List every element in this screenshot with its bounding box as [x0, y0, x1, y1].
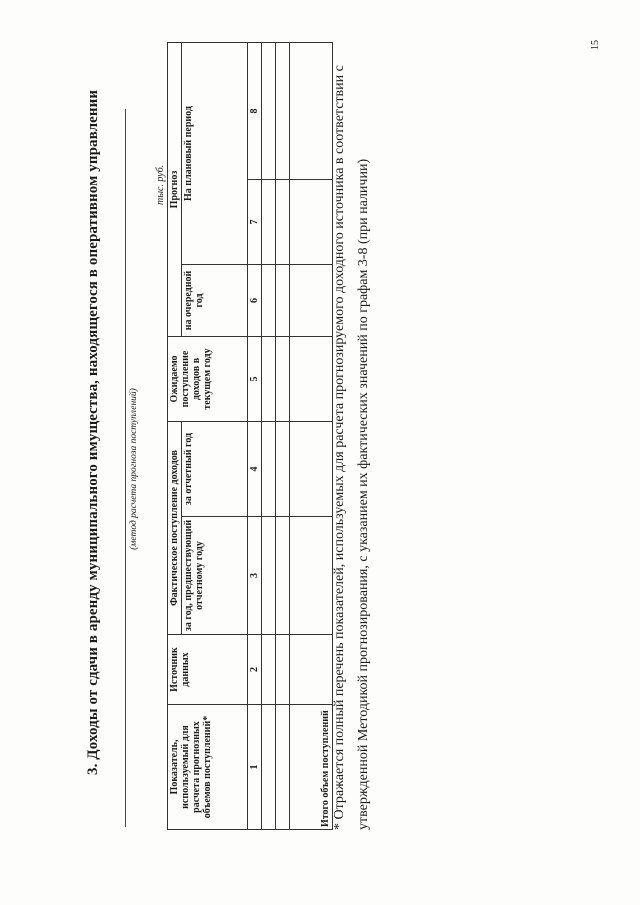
table-cell	[262, 265, 276, 337]
column-number: 5	[248, 337, 262, 422]
table-cell	[276, 42, 290, 179]
table-cell	[276, 180, 290, 265]
column-number: 3	[248, 517, 262, 635]
page-number: 15	[590, 40, 601, 50]
header-actual-group: Фактическое поступление доходов	[168, 422, 182, 635]
column-number: 8	[248, 42, 262, 179]
table-cell	[262, 705, 276, 830]
column-number: 4	[248, 422, 262, 517]
header-actual-prev: за год, предшествующий отчетному году	[182, 517, 248, 635]
revenue-forecast-table	[167, 42, 333, 830]
total-label: Итого объем поступлений	[290, 705, 333, 830]
table-cell	[262, 517, 276, 635]
table-cell	[262, 42, 276, 179]
table-cell	[262, 422, 276, 517]
header-actual-report: за отчетный год	[182, 422, 248, 517]
table-cell	[290, 337, 333, 422]
table-cell	[276, 422, 290, 517]
table-header-row	[168, 42, 182, 829]
section-heading: 3. Доходы от сдачи в аренду муниципального имущества, находящегося в оперативном управлении	[85, 89, 101, 775]
unit-label: тыс. руб.	[155, 164, 166, 205]
table-cell	[262, 635, 276, 705]
table-cell	[290, 635, 333, 705]
column-number-row	[248, 42, 262, 829]
header-next-year: на очередной год	[182, 265, 248, 337]
table-cell	[290, 517, 333, 635]
method-caption: (метод расчета прогноза поступлений)	[129, 388, 139, 550]
table-cell	[290, 180, 333, 265]
table-cell	[290, 265, 333, 337]
column-number: 6	[248, 265, 262, 337]
table-cell	[262, 337, 276, 422]
table-row	[262, 42, 276, 829]
table-cell	[276, 705, 290, 830]
header-planning-period: На плановый период	[182, 42, 248, 264]
table-cell	[276, 265, 290, 337]
table-cell	[276, 635, 290, 705]
header-expected: Ожидаемо поступление доходов в текущем году	[168, 337, 248, 422]
table-cell	[290, 42, 333, 179]
table-cell	[276, 337, 290, 422]
header-source: Источник данных	[168, 635, 248, 705]
method-underline	[125, 109, 126, 827]
table-cell	[276, 517, 290, 635]
header-indicator: Показатель, используемый для расчета прогнозных объемов поступлений*	[168, 705, 248, 830]
table-cell	[262, 180, 276, 265]
column-number: 2	[248, 635, 262, 705]
column-number: 7	[248, 180, 262, 265]
footnote: * Отражается полный перечень показателей, используемых для расчета прогнозируемого доходного источника в соответствии с утвержденной Методикой прогнозирования, с указанием их фактических значений по графам 3-8 (при наличии)	[332, 65, 371, 830]
total-row	[290, 42, 333, 829]
header-forecast-group: Прогноз	[168, 42, 182, 336]
column-number: 1	[248, 705, 262, 830]
table-cell	[290, 422, 333, 517]
table-row	[276, 42, 290, 829]
